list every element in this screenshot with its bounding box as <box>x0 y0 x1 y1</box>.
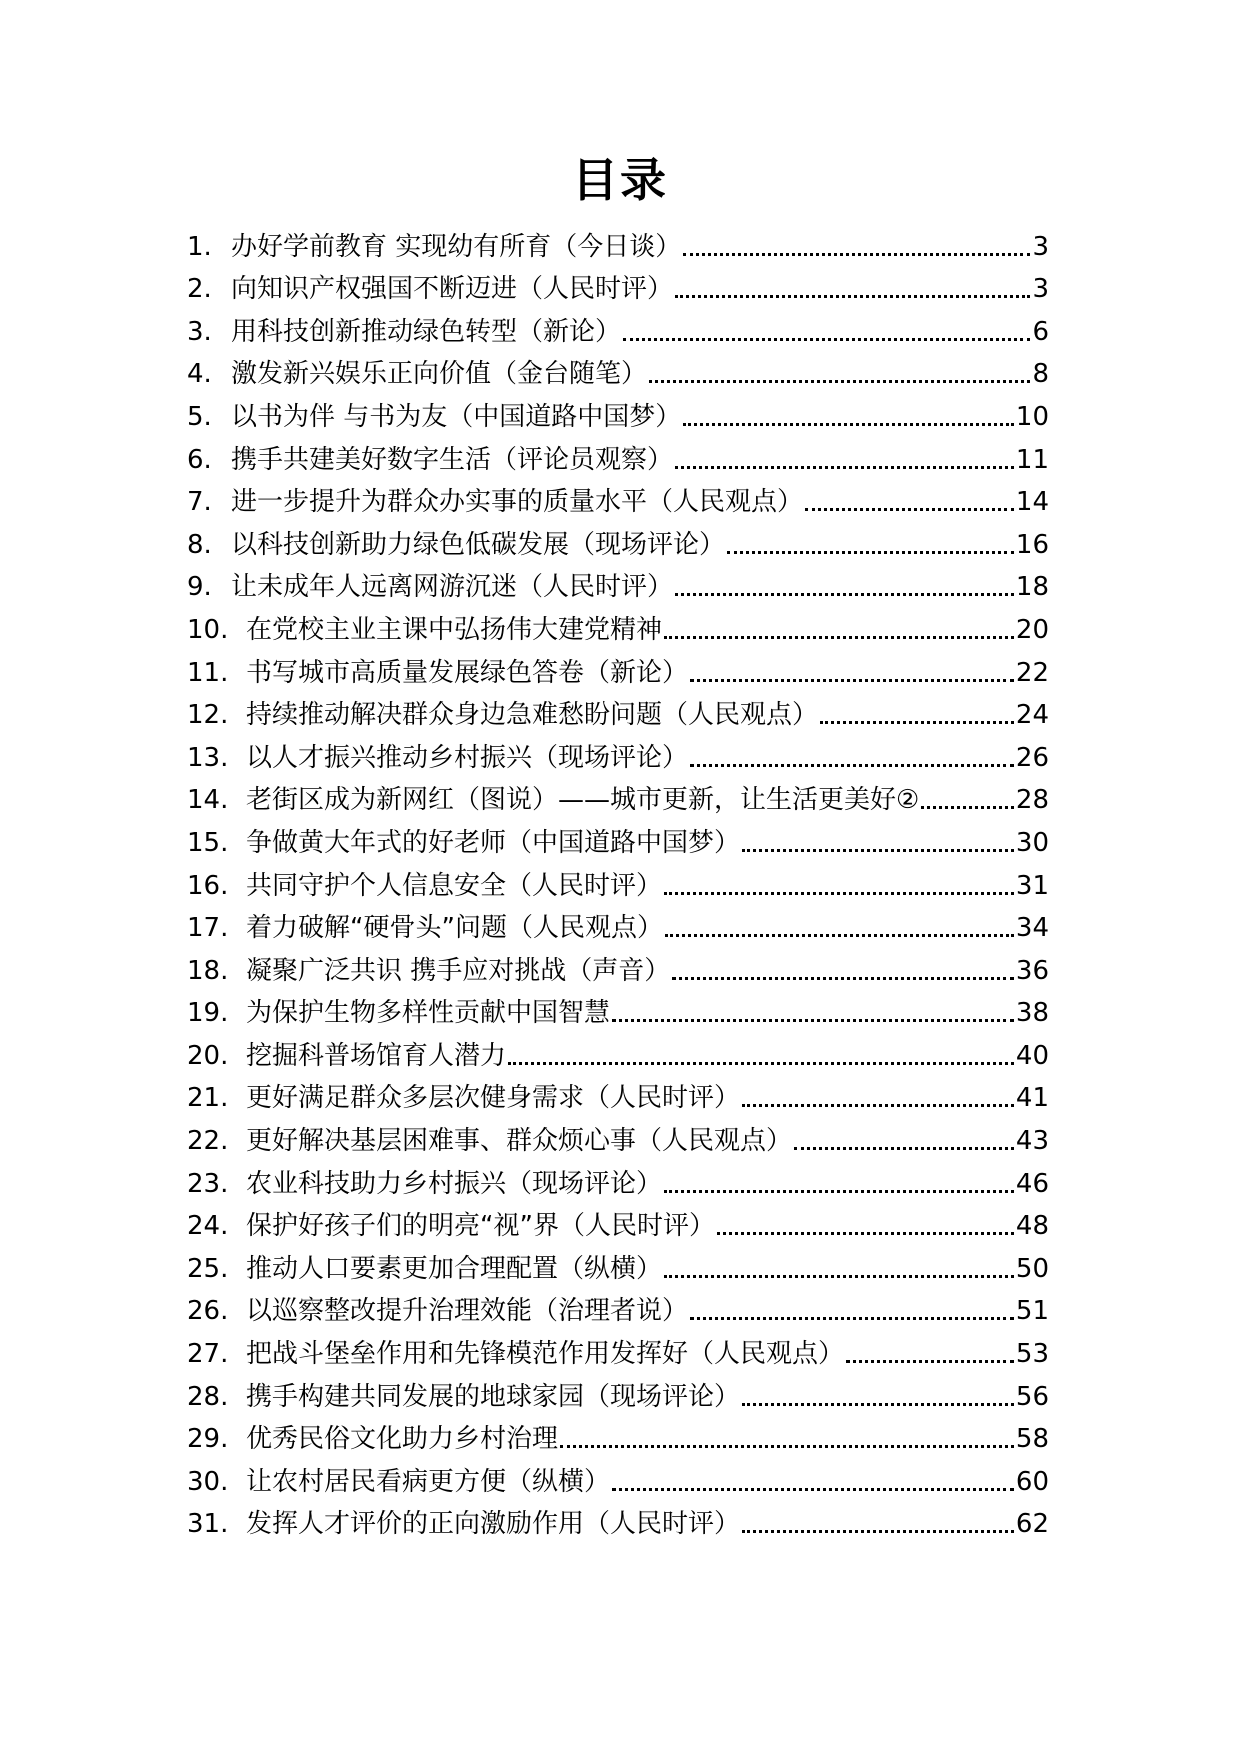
toc-entry-number: 26. <box>187 1296 229 1327</box>
toc-entry-number: 12. <box>187 700 229 731</box>
toc-entry[interactable] <box>187 688 1049 731</box>
toc-dot-leader <box>683 423 1014 426</box>
toc-dot-leader <box>742 1530 1014 1533</box>
toc-entry[interactable] <box>187 517 1049 560</box>
toc-dot-leader <box>690 679 1014 682</box>
toc-entry-title: 持续推动解决群众身边急难愁盼问题（人民观点） <box>246 700 819 731</box>
toc-entry-number: 4. <box>187 359 212 390</box>
toc-entry-title: 发挥人才评价的正向激励作用（人民时评） <box>246 1509 741 1540</box>
toc-dot-leader <box>672 977 1014 980</box>
toc-entry-number: 25. <box>187 1253 229 1284</box>
toc-entry-title: 激发新兴娱乐正向价值（金台随笔） <box>231 359 648 390</box>
toc-entry-title: 在党校主业主课中弘扬伟大建党精神 <box>246 614 663 645</box>
toc-entry[interactable] <box>187 1071 1049 1114</box>
toc-dot-leader <box>742 1104 1014 1107</box>
toc-entry[interactable] <box>187 389 1049 432</box>
toc-entry-page: 3 <box>1032 274 1049 305</box>
toc-entry[interactable] <box>187 347 1049 390</box>
toc-entry-title: 农业科技助力乡村振兴（现场评论） <box>246 1168 663 1199</box>
toc-entry-title: 为保护生物多样性贡献中国智慧 <box>246 998 611 1029</box>
toc-entry-page: 24 <box>1015 700 1049 731</box>
toc-title: 目录 <box>572 153 668 207</box>
toc-entry-title: 以科技创新助力绿色低碳发展（现场评论） <box>231 529 726 560</box>
toc-entry[interactable] <box>187 1326 1049 1369</box>
toc-entry-title: 推动人口要素更加合理配置（纵横） <box>246 1253 663 1284</box>
toc-entry-title: 以书为伴 与书为友（中国道路中国梦） <box>231 401 682 432</box>
toc-entry-page: 38 <box>1015 998 1049 1029</box>
toc-entry-number: 6. <box>187 444 212 475</box>
toc-dot-leader <box>742 849 1014 852</box>
toc-entry[interactable] <box>187 262 1049 305</box>
toc-entry-title: 让农村居民看病更方便（纵横） <box>246 1466 611 1497</box>
toc-entry[interactable] <box>187 602 1049 645</box>
toc-entry-page: 46 <box>1015 1168 1049 1199</box>
toc-entry[interactable] <box>187 432 1049 475</box>
toc-entry-title: 共同守护个人信息安全（人民时评） <box>246 870 663 901</box>
toc-dot-leader <box>665 934 1014 937</box>
toc-entry-number: 27. <box>187 1339 229 1370</box>
toc-entry-page: 31 <box>1015 870 1049 901</box>
toc-list <box>187 219 1049 1539</box>
toc-entry-number: 8. <box>187 529 212 560</box>
toc-dot-leader <box>675 593 1014 596</box>
toc-entry-title: 进一步提升为群众办实事的质量水平（人民观点） <box>231 487 804 518</box>
toc-entry-page: 16 <box>1015 529 1049 560</box>
toc-dot-leader <box>683 253 1030 256</box>
toc-entry-title: 向知识产权强国不断迈进（人民时评） <box>231 274 674 305</box>
toc-entry-page: 22 <box>1015 657 1049 688</box>
toc-entry[interactable] <box>187 475 1049 518</box>
toc-entry-title: 以人才振兴推动乡村振兴（现场评论） <box>246 742 689 773</box>
toc-entry-page: 10 <box>1015 401 1049 432</box>
toc-entry-page: 18 <box>1015 572 1049 603</box>
toc-dot-leader <box>612 1488 1014 1491</box>
toc-dot-leader <box>846 1360 1014 1363</box>
toc-entry-page: 20 <box>1015 614 1049 645</box>
toc-entry-number: 30. <box>187 1466 229 1497</box>
toc-entry[interactable] <box>187 1412 1049 1455</box>
toc-entry-title: 着力破解“硬骨头”问题（人民观点） <box>246 913 663 944</box>
toc-entry-page: 56 <box>1015 1381 1049 1412</box>
toc-dot-leader <box>508 1062 1014 1065</box>
toc-entry-page: 36 <box>1015 955 1049 986</box>
toc-dot-leader <box>664 1190 1014 1193</box>
toc-dot-leader <box>675 466 1014 469</box>
toc-entry-number: 16. <box>187 870 229 901</box>
toc-entry-page: 43 <box>1015 1126 1049 1157</box>
toc-entry-page: 62 <box>1015 1509 1049 1540</box>
toc-entry-page: 3 <box>1032 231 1049 262</box>
toc-entry-page: 50 <box>1015 1253 1049 1284</box>
toc-entry[interactable] <box>187 1113 1049 1156</box>
toc-entry-title: 挖掘科普场馆育人潜力 <box>246 1040 507 1071</box>
toc-entry[interactable] <box>187 1241 1049 1284</box>
toc-dot-leader <box>742 1403 1014 1406</box>
toc-dot-leader <box>805 508 1014 511</box>
toc-entry-number: 31. <box>187 1509 229 1540</box>
toc-entry-title: 争做黄大年式的好老师（中国道路中国梦） <box>246 827 741 858</box>
toc-entry-title: 携手共建美好数字生活（评论员观察） <box>231 444 674 475</box>
toc-entry-number: 24. <box>187 1211 229 1242</box>
toc-entry-title: 书写城市高质量发展绿色答卷（新论） <box>246 657 689 688</box>
toc-entry-number: 17. <box>187 913 229 944</box>
toc-entry[interactable] <box>187 645 1049 688</box>
toc-entry-page: 30 <box>1015 827 1049 858</box>
toc-dot-leader <box>675 295 1030 298</box>
toc-entry-number: 23. <box>187 1168 229 1199</box>
toc-entry[interactable] <box>187 219 1049 262</box>
toc-entry[interactable] <box>187 1497 1049 1540</box>
toc-entry-title: 用科技创新推动绿色转型（新论） <box>231 316 622 347</box>
toc-dot-leader <box>612 1019 1014 1022</box>
toc-entry-number: 14. <box>187 785 229 816</box>
toc-dot-leader <box>560 1445 1014 1448</box>
toc-entry-page: 28 <box>1015 785 1049 816</box>
toc-entry-page: 58 <box>1015 1424 1049 1455</box>
toc-entry-title: 携手构建共同发展的地球家园（现场评论） <box>246 1381 741 1412</box>
toc-entry-number: 1. <box>187 231 212 262</box>
toc-entry-number: 5. <box>187 401 212 432</box>
toc-dot-leader <box>664 636 1014 639</box>
toc-entry[interactable] <box>187 1199 1049 1242</box>
toc-dot-leader <box>664 892 1014 895</box>
toc-entry-title: 更好解决基层困难事、群众烦心事（人民观点） <box>246 1126 793 1157</box>
toc-entry[interactable] <box>187 730 1049 773</box>
toc-entry-page: 8 <box>1032 359 1049 390</box>
toc-entry-number: 13. <box>187 742 229 773</box>
toc-dot-leader <box>727 551 1014 554</box>
toc-entry-number: 7. <box>187 487 212 518</box>
toc-dot-leader <box>649 380 1030 383</box>
toc-entry-number: 19. <box>187 998 229 1029</box>
toc-dot-leader <box>820 721 1014 724</box>
toc-entry-number: 15. <box>187 827 229 858</box>
toc-entry-page: 51 <box>1015 1296 1049 1327</box>
toc-entry-number: 21. <box>187 1083 229 1114</box>
toc-entry-page: 11 <box>1015 444 1049 475</box>
toc-entry[interactable] <box>187 1284 1049 1327</box>
toc-entry-page: 14 <box>1015 487 1049 518</box>
toc-dot-leader <box>664 1275 1014 1278</box>
toc-entry-page: 6 <box>1032 316 1049 347</box>
toc-entry-page: 26 <box>1015 742 1049 773</box>
toc-entry-number: 28. <box>187 1381 229 1412</box>
toc-entry[interactable] <box>187 986 1049 1029</box>
toc-dot-leader <box>690 1317 1014 1320</box>
toc-entry-title: 把战斗堡垒作用和先锋模范作用发挥好（人民观点） <box>246 1339 845 1370</box>
toc-entry-number: 2. <box>187 274 212 305</box>
toc-entry-page: 40 <box>1015 1040 1049 1071</box>
toc-entry-title: 办好学前教育 实现幼有所育（今日谈） <box>231 231 682 262</box>
toc-dot-leader <box>794 1147 1014 1150</box>
toc-entry-title: 保护好孩子们的明亮“视”界（人民时评） <box>246 1211 715 1242</box>
toc-entry[interactable] <box>187 1369 1049 1412</box>
toc-entry[interactable] <box>187 773 1049 816</box>
toc-entry-title: 优秀民俗文化助力乡村治理 <box>246 1424 559 1455</box>
toc-entry-title: 让未成年人远离网游沉迷（人民时评） <box>231 572 674 603</box>
toc-entry[interactable] <box>187 943 1049 986</box>
toc-entry-number: 11. <box>187 657 229 688</box>
toc-entry[interactable] <box>187 901 1049 944</box>
toc-dot-leader <box>717 1232 1014 1235</box>
toc-dot-leader <box>623 338 1030 341</box>
toc-entry-page: 41 <box>1015 1083 1049 1114</box>
toc-dot-leader <box>690 764 1014 767</box>
toc-entry[interactable] <box>187 1028 1049 1071</box>
toc-entry[interactable] <box>187 1156 1049 1199</box>
toc-entry-page: 48 <box>1015 1211 1049 1242</box>
toc-entry-page: 34 <box>1015 913 1049 944</box>
toc-dot-leader <box>921 806 1014 809</box>
toc-entry[interactable] <box>187 560 1049 603</box>
toc-entry-title: 老街区成为新网红（图说）——城市更新，让生活更美好② <box>246 785 920 816</box>
toc-entry-number: 10. <box>187 614 229 645</box>
toc-entry[interactable] <box>187 304 1049 347</box>
toc-entry-number: 9. <box>187 572 212 603</box>
toc-entry-number: 20. <box>187 1040 229 1071</box>
toc-entry[interactable] <box>187 858 1049 901</box>
toc-entry-page: 53 <box>1015 1339 1049 1370</box>
toc-entry[interactable] <box>187 815 1049 858</box>
toc-entry-title: 以巡察整改提升治理效能（治理者说） <box>246 1296 689 1327</box>
toc-entry-title: 更好满足群众多层次健身需求（人民时评） <box>246 1083 741 1114</box>
toc-entry-page: 60 <box>1015 1466 1049 1497</box>
toc-entry-number: 22. <box>187 1126 229 1157</box>
toc-entry[interactable] <box>187 1454 1049 1497</box>
toc-entry-number: 29. <box>187 1424 229 1455</box>
toc-entry-title: 凝聚广泛共识 携手应对挑战（声音） <box>246 955 671 986</box>
toc-entry-number: 3. <box>187 316 212 347</box>
toc-entry-number: 18. <box>187 955 229 986</box>
